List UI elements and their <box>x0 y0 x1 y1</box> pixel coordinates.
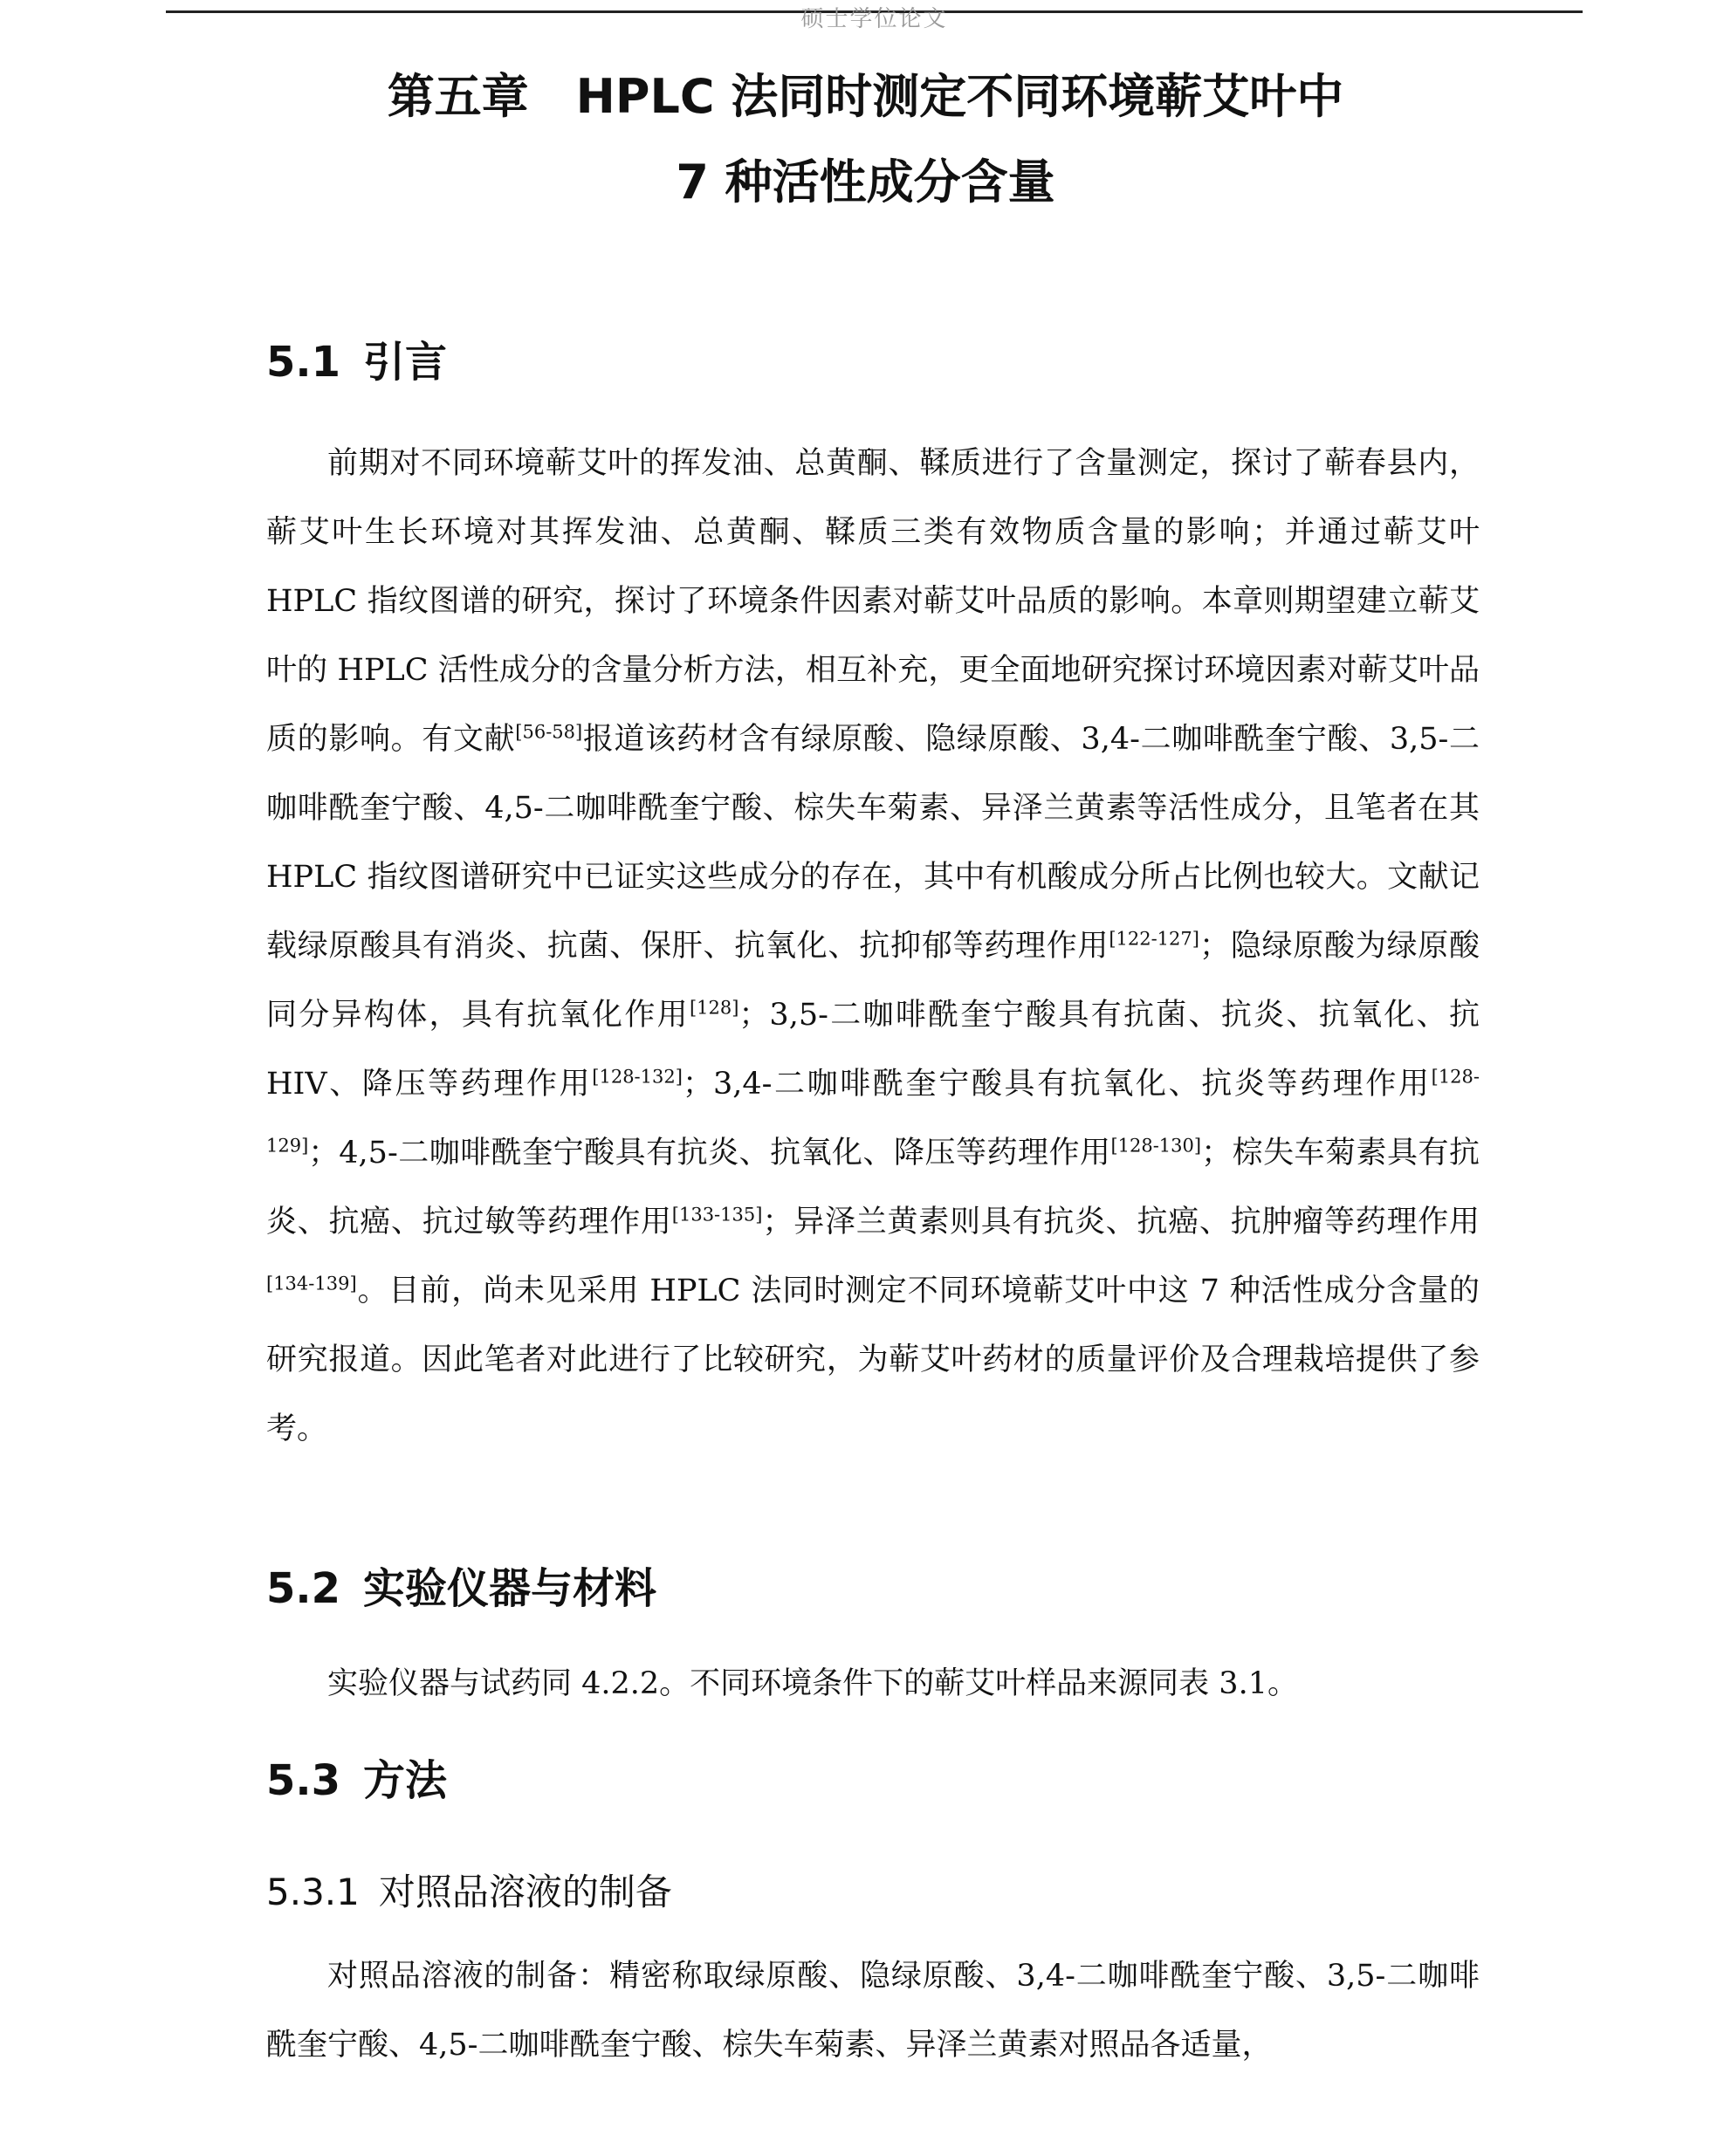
citation: [133-135] <box>671 1204 763 1226</box>
citation: [128-130] <box>1110 1135 1202 1157</box>
materials-paragraph: 实验仪器与试药同 4.2.2。不同环境条件下的蕲艾叶样品来源同表 3.1。 <box>327 1666 1298 1701</box>
intro-text: ；4,5-二咖啡酰奎宁酸具有抗炎、抗氧化、降压等药理作用 <box>308 1136 1111 1171</box>
subsection-5-3-1-heading <box>266 1868 672 1917</box>
section-number: 5.2 <box>266 1564 341 1613</box>
header-rule <box>166 6 1583 32</box>
section-number: 5.3 <box>266 1756 341 1805</box>
section-title: 实验仪器与材料 <box>363 1564 657 1613</box>
citation: [56-58] <box>515 721 583 743</box>
intro-text: ；3,5-二咖啡酰奎宁酸具有抗菌、抗炎、抗氧化、抗 HIV、降压等药理作用 <box>266 998 1480 1102</box>
section-title: 引言 <box>363 338 448 387</box>
intro-paragraph <box>266 429 1480 1464</box>
ref-solution-paragraph: 对照品溶液的制备：精密称取绿原酸、隐绿原酸、3,4-二咖啡酰奎宁酸、3,5-二咖啡酰奎宁酸、4,5-二咖啡酰奎宁酸、棕失车菊素、异泽兰黄素对照品各适量， <box>266 1959 1480 2063</box>
citation: [128] <box>689 997 739 1019</box>
section-5-2-heading <box>266 1562 656 1615</box>
chapter-title <box>0 54 1731 225</box>
section-title: 方法 <box>363 1756 448 1805</box>
section-5-3-heading <box>266 1754 447 1807</box>
section-5-1-heading <box>266 336 447 388</box>
chapter-title-line1: 第五章 HPLC 法同时测定不同环境蕲艾叶中 <box>387 69 1344 124</box>
intro-text: 。目前，尚未见采用 HPLC 法同时测定不同环境蕲艾叶中这 7 种活性成分含量的研究报道。因此笔者对此进行了比较研究，为蕲艾叶药材的质量评价及合理栽培提供了参考。 <box>266 1274 1480 1446</box>
intro-text: ；异泽兰黄素则具有抗炎、抗癌、抗肿瘤等药理作用 <box>762 1205 1480 1239</box>
citation: [128-129] <box>266 1066 1480 1157</box>
running-header: 硕士学位论文 <box>800 6 948 32</box>
citation: [128-132] <box>592 1066 683 1088</box>
intro-text: ；3,4-二咖啡酰奎宁酸具有抗氧化、抗炎等药理作用 <box>682 1067 1432 1102</box>
intro-text: 前期对不同环境蕲艾叶的挥发油、总黄酮、鞣质进行了含量测定，探讨了蕲春县内，蕲艾叶生长环境对其挥发油、总黄酮、鞣质三类有效物质含量的影响；并通过蕲艾叶 HPLC 指纹图谱的研究，探讨了环境条件因素对蕲艾叶品质的影响。本章则期望建立蕲艾叶的 HPLC 活性成分的含量分析方法，相互补充，更全面地研究探讨环境因素对蕲艾叶品质的影响。有文献 <box>266 446 1480 757</box>
citation: [122-127] <box>1109 928 1199 950</box>
subsection-number: 5.3.1 <box>266 1871 360 1913</box>
intro-text: 报道该药材含有绿原酸、隐绿原酸、3,4-二咖啡酰奎宁酸、3,5-二咖啡酰奎宁酸、4,5-二咖啡酰奎宁酸、棕失车菊素、异泽兰黄素等活性成分，且笔者在其 HPLC 指纹图谱研究中已证实这些成分的存在，其中有机酸成分所占比例也较大。文献记载绿原酸具有消炎、抗菌、保肝、抗氧化、抗抑郁等药理作用 <box>266 722 1480 964</box>
section-number: 5.1 <box>266 338 341 387</box>
citation: [134-139] <box>266 1273 357 1294</box>
intro-text: ；隐绿原酸为绿原酸同分异构体，具有抗氧化作用 <box>266 929 1480 1033</box>
chapter-title-line2: 7 种活性成分含量 <box>676 154 1055 209</box>
intro-text: ；棕失车菊素具有抗炎、抗癌、抗过敏等药理作用 <box>266 1136 1480 1239</box>
subsection-title: 对照品溶液的制备 <box>378 1871 672 1913</box>
